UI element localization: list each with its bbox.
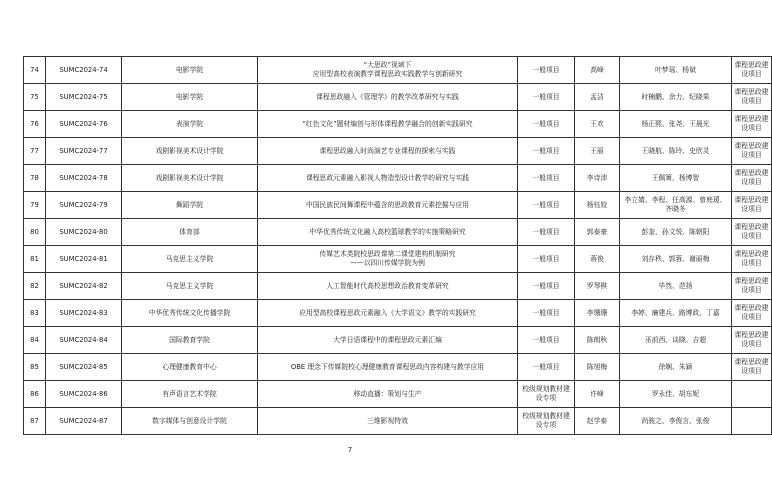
table-row bbox=[24, 246, 772, 273]
department-cell: 心理健康教育中心 bbox=[122, 354, 258, 381]
team-members-cell: 王晓航、陈玲、史欣灵 bbox=[620, 138, 732, 165]
project-title-line: “大思政”视域下 bbox=[363, 61, 412, 69]
team-members-cell: 李立婧、李程、任高源、曾庭瑗、齐晓冬 bbox=[620, 192, 732, 219]
department-cell: 表演学院 bbox=[122, 111, 258, 138]
page-number: 7 bbox=[347, 446, 353, 454]
project-code-cell: SUMC2024-83 bbox=[46, 300, 122, 327]
row-number-cell: 76 bbox=[24, 111, 46, 138]
team-members-cell: 叶梦瑶、杨斌 bbox=[620, 57, 732, 84]
project-title-cell bbox=[258, 273, 518, 300]
project-category-cell: 课程思政建设项目 bbox=[732, 327, 772, 354]
team-members-cell: 时楠鹏、余力、纪晓果 bbox=[620, 84, 732, 111]
project-code-cell: SUMC2024-81 bbox=[46, 246, 122, 273]
project-leader-cell: 陈朗秋 bbox=[575, 327, 620, 354]
project-category-cell: 课程思政建设项目 bbox=[732, 354, 772, 381]
project-leader-cell: 王丽 bbox=[575, 138, 620, 165]
table-row bbox=[24, 57, 772, 84]
department-cell: 戏剧影视美术设计学院 bbox=[122, 165, 258, 192]
project-code-cell: SUMC2024-75 bbox=[46, 84, 122, 111]
row-number-cell: 85 bbox=[24, 354, 46, 381]
project-title-line: 应用型高校表演教学课程思政实践教学与创新研究 bbox=[312, 70, 463, 78]
project-category-cell bbox=[732, 408, 772, 435]
team-members-cell: 王佩箐、杨博智 bbox=[620, 165, 732, 192]
row-number-cell: 78 bbox=[24, 165, 46, 192]
department-cell: 马克思主义学院 bbox=[122, 273, 258, 300]
project-title-line: 中国民族民间舞课程中蕴含的思政教育元素挖掘与应用 bbox=[305, 200, 470, 209]
row-number-cell: 80 bbox=[24, 219, 46, 246]
project-type-cell: 一般项目 bbox=[518, 84, 575, 111]
project-category-cell: 课程思政建设项目 bbox=[732, 138, 772, 165]
project-title-line: ——以四川传媒学院为例 bbox=[350, 259, 425, 267]
table-row bbox=[24, 327, 772, 354]
team-members-cell: 刘存秩、郭蓉、谢丽梅 bbox=[620, 246, 732, 273]
project-type-cell: 一般项目 bbox=[518, 192, 575, 219]
team-members-cell: 毕然、范扬 bbox=[620, 273, 732, 300]
project-type-cell: 一般项目 bbox=[518, 165, 575, 192]
project-code-cell: SUMC2024-76 bbox=[46, 111, 122, 138]
team-members-cell: 巫前西、谈晓、吉超 bbox=[620, 327, 732, 354]
project-title-line: 课程思政融入时尚演艺专业课程的探索与实践 bbox=[319, 146, 456, 155]
department-cell: 中华优秀传统文化传播学院 bbox=[122, 300, 258, 327]
project-leader-cell: 赵学泰 bbox=[575, 408, 620, 435]
project-title-line: 移动直播：策划与生产 bbox=[353, 389, 422, 398]
department-cell: 电影学院 bbox=[122, 57, 258, 84]
project-title-cell bbox=[258, 138, 518, 165]
project-code-cell: SUMC2024-84 bbox=[46, 327, 122, 354]
project-code-cell: SUMC2024-87 bbox=[46, 408, 122, 435]
department-cell: 电影学院 bbox=[122, 84, 258, 111]
project-category-cell: 课程思政建设项目 bbox=[732, 192, 772, 219]
project-category-cell: 课程思政建设项目 bbox=[732, 246, 772, 273]
project-type-cell: 一般项目 bbox=[518, 327, 575, 354]
project-type-cell: 一般项目 bbox=[518, 138, 575, 165]
project-title-line: “红色文化”题材编创与形体课程教学融合的创新实践研究 bbox=[302, 119, 473, 128]
project-leader-cell: 杨钰姣 bbox=[575, 192, 620, 219]
project-title-cell bbox=[258, 57, 518, 84]
project-title-cell bbox=[258, 408, 518, 435]
project-title-cell bbox=[258, 219, 518, 246]
project-leader-cell: 李珊珊 bbox=[575, 300, 620, 327]
project-code-cell: SUMC2024-74 bbox=[46, 57, 122, 84]
project-code-cell: SUMC2024-86 bbox=[46, 381, 122, 408]
project-table-body bbox=[24, 57, 772, 435]
project-code-cell: SUMC2024-80 bbox=[46, 219, 122, 246]
project-title-cell bbox=[258, 381, 518, 408]
project-title-line: 大学日语课程中的课程思政元素汇编 bbox=[333, 335, 442, 344]
department-cell: 体育部 bbox=[122, 219, 258, 246]
project-code-cell: SUMC2024-79 bbox=[46, 192, 122, 219]
table-row bbox=[24, 300, 772, 327]
team-members-cell: 杨正熙、张尧、王晨光 bbox=[620, 111, 732, 138]
project-title-line: 三维影视特效 bbox=[367, 416, 408, 425]
project-type-cell: 一般项目 bbox=[518, 111, 575, 138]
team-members-cell: 徐娴、朱颖 bbox=[620, 354, 732, 381]
project-title-line: 传媒艺术类院校思政课第二课堂建构机制研究 bbox=[319, 250, 456, 258]
project-title-line: 应用型高校课程思政元素融入《大学语文》教学的实践研究 bbox=[299, 308, 476, 317]
project-title-cell bbox=[258, 192, 518, 219]
project-type-cell: 一般项目 bbox=[518, 354, 575, 381]
row-number-cell: 82 bbox=[24, 273, 46, 300]
project-category-cell: 课程思政建设项目 bbox=[732, 57, 772, 84]
project-code-cell: SUMC2024-78 bbox=[46, 165, 122, 192]
project-code-cell: SUMC2024-82 bbox=[46, 273, 122, 300]
row-number-cell: 86 bbox=[24, 381, 46, 408]
project-leader-cell: 陈旭梅 bbox=[575, 354, 620, 381]
department-cell: 数字媒体与创意设计学院 bbox=[122, 408, 258, 435]
project-category-cell: 课程思政建设项目 bbox=[732, 165, 772, 192]
project-leader-cell: 郭泰豪 bbox=[575, 219, 620, 246]
project-title-cell bbox=[258, 300, 518, 327]
project-category-cell bbox=[732, 381, 772, 408]
team-members-cell: 李婷、廉建兵、路博政、丁嘉 bbox=[620, 300, 732, 327]
project-code-cell: SUMC2024-77 bbox=[46, 138, 122, 165]
project-title-line: OBE 理念下传媒院校心理健康教育课程思政内容构建与教学应用 bbox=[290, 362, 485, 371]
project-title-cell bbox=[258, 327, 518, 354]
team-members-cell: 彭奎、孙文悦、陈朝阳 bbox=[620, 219, 732, 246]
project-leader-cell: 王欢 bbox=[575, 111, 620, 138]
project-type-cell: 一般项目 bbox=[518, 273, 575, 300]
row-number-cell: 83 bbox=[24, 300, 46, 327]
project-type-cell: 一般项目 bbox=[518, 57, 575, 84]
team-members-cell: 尚骏之、李俊言、张俊 bbox=[620, 408, 732, 435]
table-row bbox=[24, 273, 772, 300]
table-row bbox=[24, 354, 772, 381]
project-category-cell: 课程思政建设项目 bbox=[732, 111, 772, 138]
project-type-cell: 一般项目 bbox=[518, 246, 575, 273]
project-category-cell: 课程思政建设项目 bbox=[732, 273, 772, 300]
project-title-line: 课程思政元素融入影视人物造型设计教学的研究与实践 bbox=[305, 173, 470, 182]
project-table bbox=[23, 56, 772, 435]
project-title-cell bbox=[258, 84, 518, 111]
table-row bbox=[24, 219, 772, 246]
row-number-cell: 75 bbox=[24, 84, 46, 111]
project-leader-cell: 罗琴棋 bbox=[575, 273, 620, 300]
project-type-cell: 一般项目 bbox=[518, 219, 575, 246]
row-number-cell: 81 bbox=[24, 246, 46, 273]
project-title-cell bbox=[258, 354, 518, 381]
project-title-cell bbox=[258, 246, 518, 273]
table-row bbox=[24, 192, 772, 219]
row-number-cell: 84 bbox=[24, 327, 46, 354]
project-title-line: 中华优秀传统文化融入高校篮球教学的实施策略研究 bbox=[309, 227, 466, 236]
department-cell: 舞蹈学院 bbox=[122, 192, 258, 219]
project-title-line: 课程思政融入《管理学》的教学改革研究与实践 bbox=[316, 92, 459, 101]
department-cell: 有声语言艺术学院 bbox=[122, 381, 258, 408]
project-type-cell: 校级规划教材建设专项 bbox=[518, 408, 575, 435]
project-category-cell: 课程思政建设项目 bbox=[732, 84, 772, 111]
department-cell: 国际教育学院 bbox=[122, 327, 258, 354]
department-cell: 戏剧影视美术设计学院 bbox=[122, 138, 258, 165]
table-row bbox=[24, 84, 772, 111]
project-type-cell: 一般项目 bbox=[518, 300, 575, 327]
project-leader-cell: 孟洁 bbox=[575, 84, 620, 111]
project-code-cell: SUMC2024-85 bbox=[46, 354, 122, 381]
project-title-cell bbox=[258, 165, 518, 192]
project-type-cell: 校级规划教材建设专项 bbox=[518, 381, 575, 408]
row-number-cell: 74 bbox=[24, 57, 46, 84]
team-members-cell: 罗永佳、胡东妮 bbox=[620, 381, 732, 408]
row-number-cell: 77 bbox=[24, 138, 46, 165]
project-leader-cell: 许峰 bbox=[575, 381, 620, 408]
project-leader-cell: 李诗沛 bbox=[575, 165, 620, 192]
table-row bbox=[24, 138, 772, 165]
project-title-cell bbox=[258, 111, 518, 138]
table-row bbox=[24, 408, 772, 435]
project-category-cell: 课程思政建设项目 bbox=[732, 219, 772, 246]
project-category-cell: 课程思政建设项目 bbox=[732, 300, 772, 327]
project-title-line: 人工智能时代高校思想政治教育变革研究 bbox=[326, 281, 449, 290]
project-leader-cell: 高峰 bbox=[575, 57, 620, 84]
row-number-cell: 79 bbox=[24, 192, 46, 219]
table-row bbox=[24, 381, 772, 408]
project-leader-cell: 蒋俊 bbox=[575, 246, 620, 273]
department-cell: 马克思主义学院 bbox=[122, 246, 258, 273]
table-row bbox=[24, 111, 772, 138]
table-row bbox=[24, 165, 772, 192]
row-number-cell: 87 bbox=[24, 408, 46, 435]
